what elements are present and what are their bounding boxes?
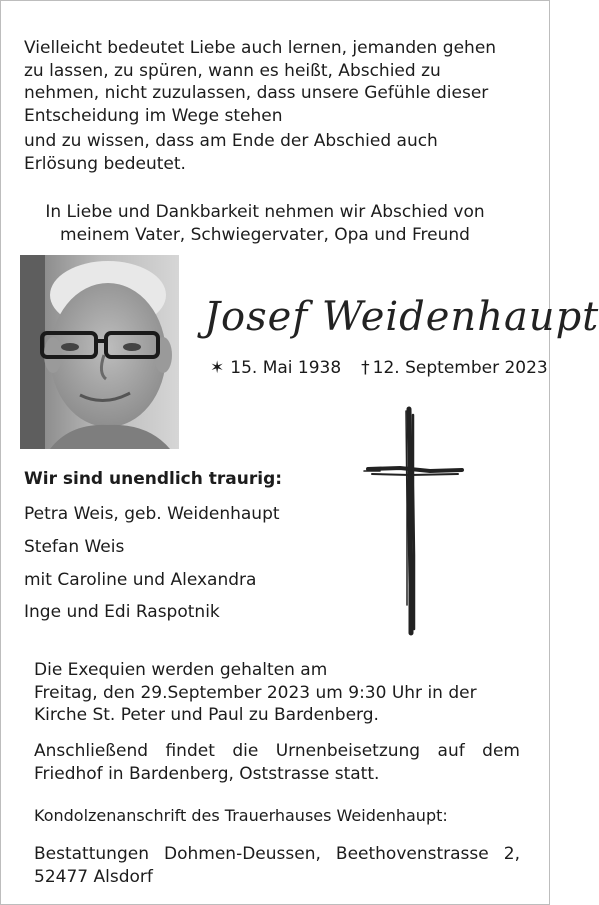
birth-star-icon: ✶	[210, 358, 225, 378]
announcement-line: In Liebe und Dankbarkeit nehmen wir Abschied von	[45, 202, 485, 222]
mourner-name: mit Caroline und Alexandra	[24, 570, 257, 590]
service-line: Kirche St. Peter und Paul zu Bardenberg.	[34, 705, 379, 725]
mourner-name: Inge und Edi Raspotnik	[24, 602, 220, 622]
mourners-heading: Wir sind unendlich traurig:	[24, 469, 283, 489]
portrait-photo	[20, 255, 179, 449]
birth-date: 15. Mai 1938	[230, 358, 342, 378]
life-dates	[210, 358, 548, 378]
intro-poem	[24, 37, 529, 127]
service-line: Die Exequien werden gehalten am	[34, 660, 328, 680]
death-date: 12. September 2023	[372, 358, 548, 378]
burial-info	[34, 740, 520, 785]
announcement	[10, 201, 520, 246]
address-line: 52477 Alsdorf	[34, 866, 153, 887]
intro-line: und zu wissen, dass am Ende der Abschied auch	[24, 131, 438, 151]
burial-line: Friedhof in Bardenberg, Oststrasse statt.	[34, 763, 380, 784]
condolence-label: Kondolzenanschrift des Trauerhauses Weidenhaupt:	[34, 806, 448, 825]
service-info	[34, 659, 514, 727]
intro-line: Vielleicht bedeutet Liebe auch lernen, jemanden gehen	[24, 38, 497, 58]
mourner-name: Stefan Weis	[24, 537, 125, 557]
burial-line: Anschließend findet die Urnenbeisetzung auf dem	[34, 741, 520, 761]
mourner-name: Petra Weis, geb. Weidenhaupt	[24, 504, 280, 524]
deceased-name: Josef Weidenhaupt	[204, 294, 599, 340]
intro-line: Erlösung bedeutet.	[24, 153, 186, 174]
service-line: Freitag, den 29.September 2023 um 9:30 Uhr in der	[34, 682, 477, 703]
address-line: Bestattungen Dohmen-Deussen, Beethovenstrasse 2,	[34, 844, 520, 864]
cross-icon	[360, 405, 470, 640]
condolence-address	[34, 843, 520, 888]
intro-line: Entscheidung im Wege stehen	[24, 105, 283, 126]
intro-line: nehmen, nicht zuzulassen, dass unsere Gefühle dieser	[24, 83, 489, 103]
announcement-line: meinem Vater, Schwiegervater, Opa und Freund	[60, 224, 470, 245]
death-cross-icon: †	[361, 358, 370, 378]
intro-line: zu lassen, zu spüren, wann es heißt, Abschied zu	[24, 60, 441, 81]
intro-poem-end	[24, 130, 529, 175]
